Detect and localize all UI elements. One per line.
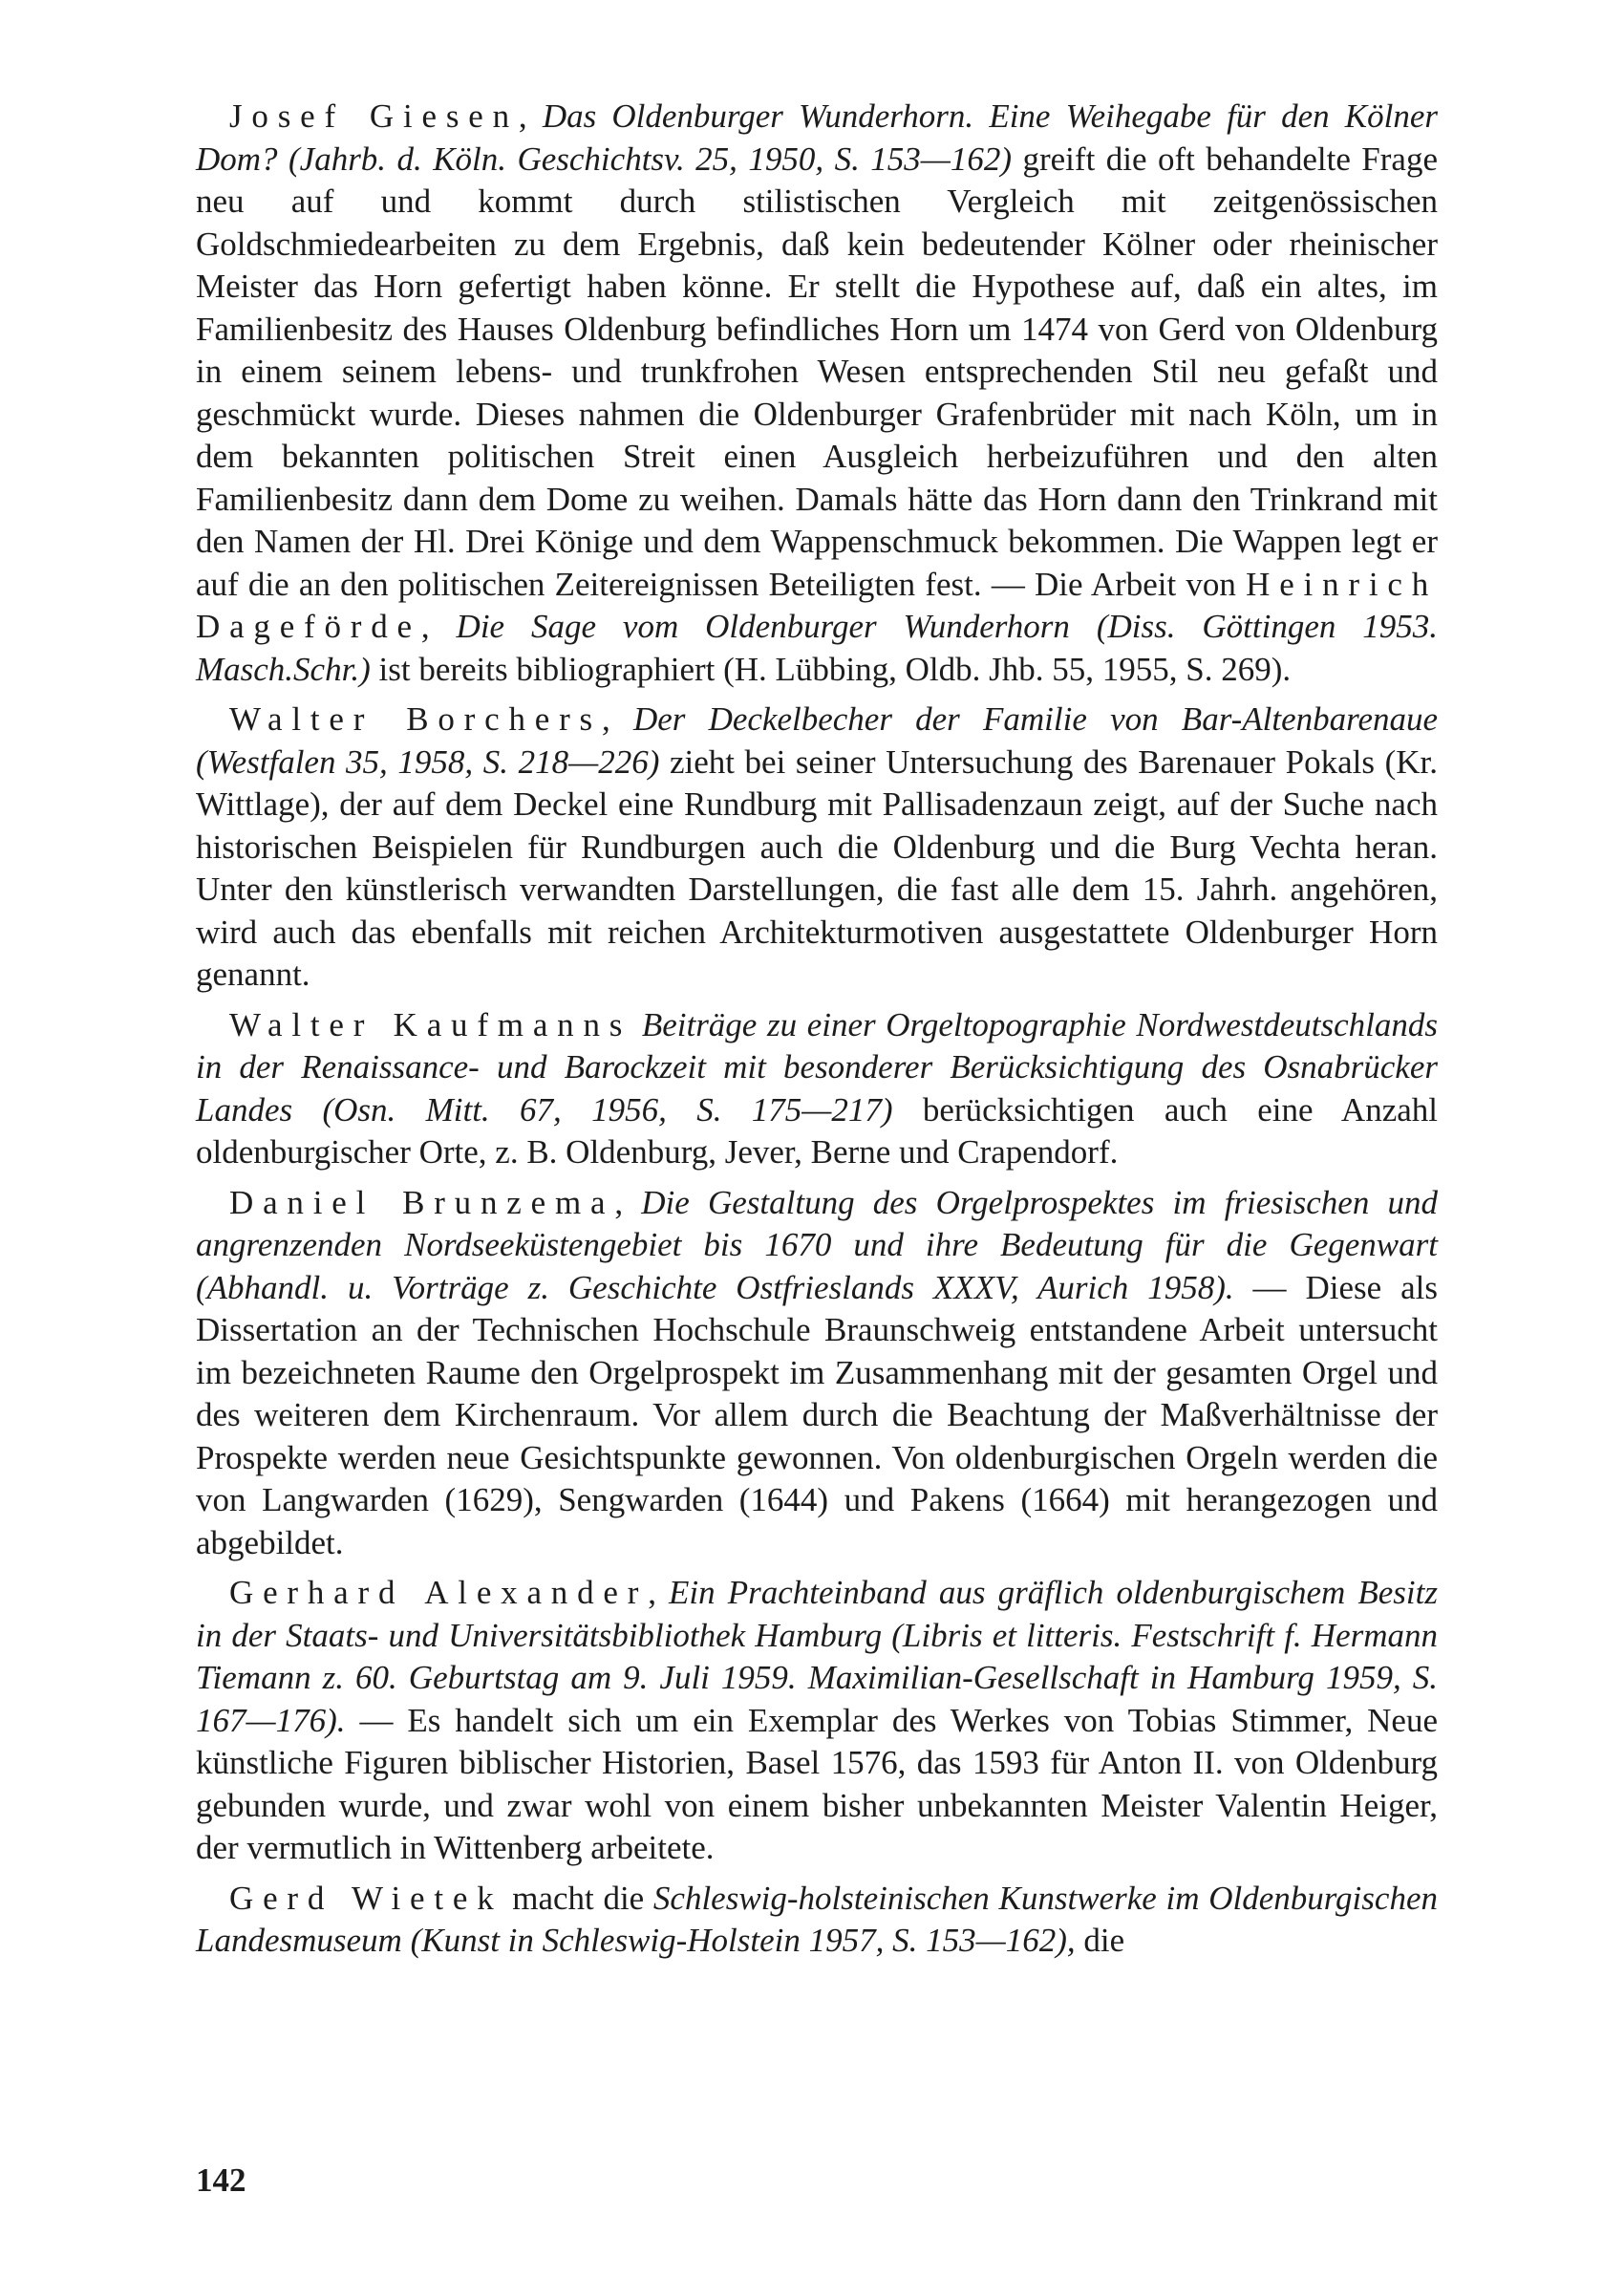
author-name: Heinrich Dageförde (196, 565, 1438, 645)
text-run: , (614, 1183, 642, 1221)
text-run: — Es handelt sich um ein Exemplar des Werkes von Tobias Stimmer, Neue künstliche Figuren biblischer Historien, Basel 1576, das 1593 für Anton II. von Oldenburg gebunden wurde, und zwar wohl von einem bisher unbekannten Meister Valentin Heiger, der vermutlich in Wittenberg arbeitete. (196, 1701, 1438, 1866)
page-body (196, 96, 1438, 1970)
work-title: Beiträge zu einer Orgeltopographie Nordwestdeutschlands in der Renaissance- und Barockzeit mit besonderer Berücksichtigung des Osnabrücker Landes (Osn. Mitt. 67, 1956, S. 175—217) (196, 1005, 1439, 1129)
author-name: Josef Giesen (229, 97, 519, 135)
text-run: , (518, 97, 543, 135)
paragraph-wietek (196, 1878, 1438, 1963)
paragraph-brunzema (196, 1182, 1438, 1565)
text-run (631, 1006, 642, 1043)
author-name: Gerhard Alexander (229, 1574, 649, 1611)
paragraph-borchers (196, 699, 1438, 997)
work-title: Schleswig-holsteinischen Kunstwerke im Oldenburgischen Landesmuseum (Kunst in Schleswig-Holstein 1957, S. 153—162), (196, 1879, 1438, 1959)
text-run: berücksichtigen auch eine Anzahl oldenburgischer Orte, z. B. Oldenburg, Jever, Berne und Crapendorf. (196, 1090, 1439, 1171)
text-run: , (648, 1574, 670, 1611)
work-title: Der Deckelbecher der Familie von Bar-Altenbarenaue (Westfalen 35, 1958, S. 218—226) (196, 700, 1439, 781)
work-title: Die Gestaltung des Orgelprospektes im friesischen und angrenzenden Nordseeküstengebiet bis 1670 und ihre Bedeutung für die Gegenwart (Abhandl. u. Vorträge z. Geschichte Ostfrieslands XXXV, Aurich 1958). (196, 1183, 1439, 1306)
text-run: macht die (502, 1879, 653, 1917)
page-number: 142 (196, 2161, 246, 2199)
text-run: , (601, 700, 633, 738)
text-run: ist bereits bibliographiert (H. Lübbing, Oldb. Jhb. 55, 1955, S. 269). (370, 650, 1292, 688)
author-name: Walter Borchers (229, 700, 602, 738)
paragraph-giesen (196, 96, 1438, 691)
text-run: , (420, 608, 457, 645)
work-title: Ein Prachteinband aus gräflich oldenburgischem Besitz in der Staats- und Universitätsbibliothek Hamburg (Libris et litteris. Festschrift f. Hermann Tiemann z. 60. Geburtstag am 9. Juli 1959. Maximilian-Gesellschaft in Hamburg 1959, S. 167—176). (196, 1574, 1438, 1739)
text-run: greift die oft behandelte Frage neu auf und kommt durch stilistischen Vergleich mit zeitgenössischen Goldschmiedearbeiten zu dem Ergebnis, daß kein bedeutender Kölner oder rheinischer Meister das Horn gefertigt haben könne. Er stellt die Hypothese auf, daß ein altes, im Familienbesitz des Hauses Oldenburg befindliches Horn um 1474 von Gerd von Oldenburg in einem seinem lebens- und trunkfrohen Wesen entsprechenden Stil neu gefaßt und geschmückt wurde. Dieses nahmen die Oldenburger Grafenbrüder mit nach Köln, um in dem bekannten politischen Streit einen Ausgleich herbeizuführen und den alten Familienbesitz dann dem Dome zu weihen. Damals hätte das Horn dann den Trinkrand mit den Namen der Hl. Drei Könige und dem Wappenschmuck bekommen. Die Wappen legt er auf die an den politischen Zeitereignissen Beteiligten fest. — Die Arbeit von (196, 140, 1438, 603)
work-title: Die Sage vom Oldenburger Wunderhorn (Diss. Göttingen 1953. Masch.Schr.) (196, 608, 1439, 688)
text-run: zieht bei seiner Untersuchung des Barenauer Pokals (Kr. Wittlage), der auf dem Deckel eine Rundburg mit Pallisadenzaun zeigt, auf der Suche nach historischen Beispielen für Rundburgen auch die Oldenburg und die Burg Vechta heran. Unter den künstlerisch verwandten Darstellungen, die fast alle dem 15. Jahrh. angehören, wird auch das ebenfalls mit reichen Architekturmotiven ausgestattete Oldenburger Horn genannt. (196, 742, 1438, 993)
author-name: Walter Kaufmanns (229, 1005, 632, 1043)
author-name: Gerd Wietek (229, 1879, 503, 1917)
text-run: die (1075, 1922, 1125, 1959)
paragraph-alexander (196, 1572, 1438, 1870)
work-title: Das Oldenburger Wunderhorn. Eine Weihegabe für den Kölner Dom? (Jahrb. d. Köln. Geschichtsv. 25, 1950, S. 153—162) (196, 97, 1438, 178)
author-name: Daniel Brunzema (229, 1183, 615, 1221)
paragraph-kaufmanns (196, 1004, 1438, 1174)
text-run: — Diese als Dissertation an der Technischen Hochschule Braunschweig entstandene Arbeit untersucht im bezeichneten Raume den Orgelprospekt im Zusammenhang mit der gesamten Orgel und des weiteren dem Kirchenraum. Vor allem durch die Beachtung der Maßverhältnisse der Prospekte werden neue Gesichtspunkte gewonnen. Von oldenburgischen Orgeln werden die von Langwarden (1629), Sengwarden (1644) und Pakens (1664) mit herangezogen und abgebildet. (196, 1268, 1438, 1561)
